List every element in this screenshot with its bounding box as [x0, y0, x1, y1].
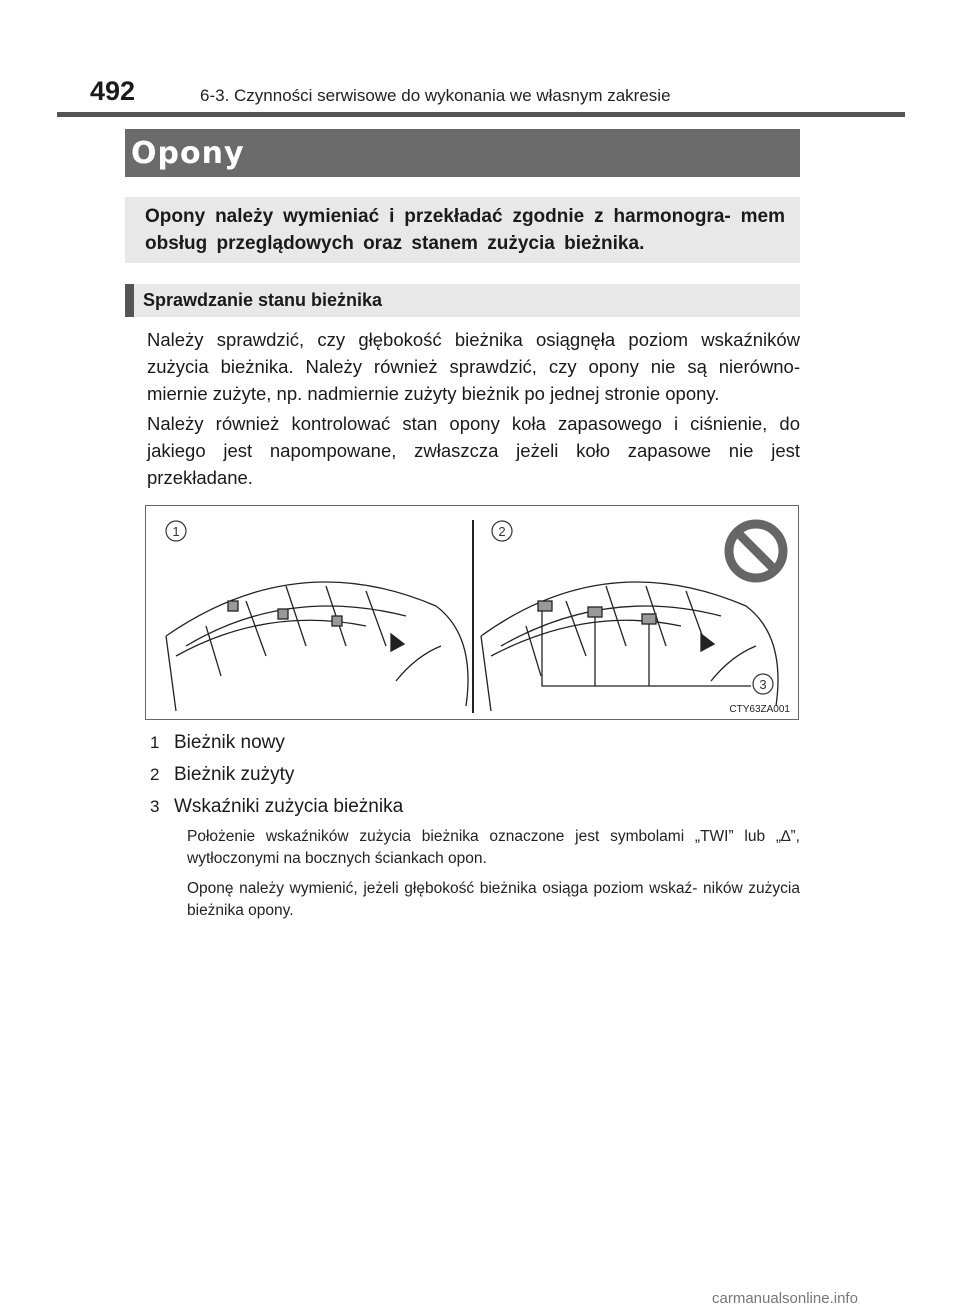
callout-item [150, 796, 403, 818]
callout-label: Wskaźniki zużycia bieżnika [174, 796, 404, 817]
watermark: carmanualsonline.info [712, 1290, 858, 1307]
subheading-accent [125, 284, 134, 317]
callout-number: 3 [150, 797, 160, 816]
callout-item [150, 732, 285, 754]
intro-text: Opony należy wymieniać i przekładać zgodnie z harmonogra- mem obsług przeglądowych oraz stanem zużycia bieżnika. [145, 206, 785, 254]
marker-3 [753, 674, 773, 694]
tire-figure [145, 505, 799, 720]
callout-label: Bieżnik nowy [174, 732, 285, 753]
paragraph: Należy sprawdzić, czy głębokość bieżnika osiągnęła poziom wskaźników zużycia bieżnika. Należy również sprawdzić, czy opony nie są nierówno- miernie zużyte, np. nadmiernie zużyty bieżnik po jednej stronie opony. [147, 329, 800, 404]
marker-2 [492, 521, 512, 541]
prohibition-icon [729, 524, 783, 578]
figure-code: CTY63ZA001 [729, 704, 790, 715]
callout-item [150, 764, 294, 786]
note-paragraph: Położenie wskaźników zużycia bieżnika oznaczone jest symbolami „TWI” lub „∆”, wytłoczonymi na bocznych ściankach opon. [187, 828, 800, 867]
callout-number: 1 [150, 733, 160, 752]
marker-2-label: 2 [498, 524, 506, 539]
marker-1 [166, 521, 186, 541]
callout-label: Bieżnik zużyty [174, 764, 295, 785]
header-rule [57, 112, 905, 117]
subheading: Sprawdzanie stanu bieżnika [143, 290, 383, 310]
page-title: Opony [131, 136, 245, 171]
page-number: 492 [90, 76, 136, 106]
tire-new-illustration [166, 582, 468, 711]
marker-3-label: 3 [759, 677, 767, 692]
note-paragraph: Oponę należy wymienić, jeżeli głębokość bieżnika osiąga poziom wskaź- ników zużycia bieżnika opony. [187, 880, 800, 919]
paragraph: Należy również kontrolować stan opony koła zapasowego i ciśnienie, do jakiego jest napompowane, zwłaszcza jeżeli koło zapasowe nie jest przekładane. [147, 413, 800, 488]
tire-illustration [146, 506, 798, 719]
callout-number: 2 [150, 765, 160, 784]
marker-1-label: 1 [172, 524, 180, 539]
section-path: 6-3. Czynności serwisowe do wykonania we własnym zakresie [200, 86, 671, 105]
tire-worn-illustration [481, 582, 778, 711]
